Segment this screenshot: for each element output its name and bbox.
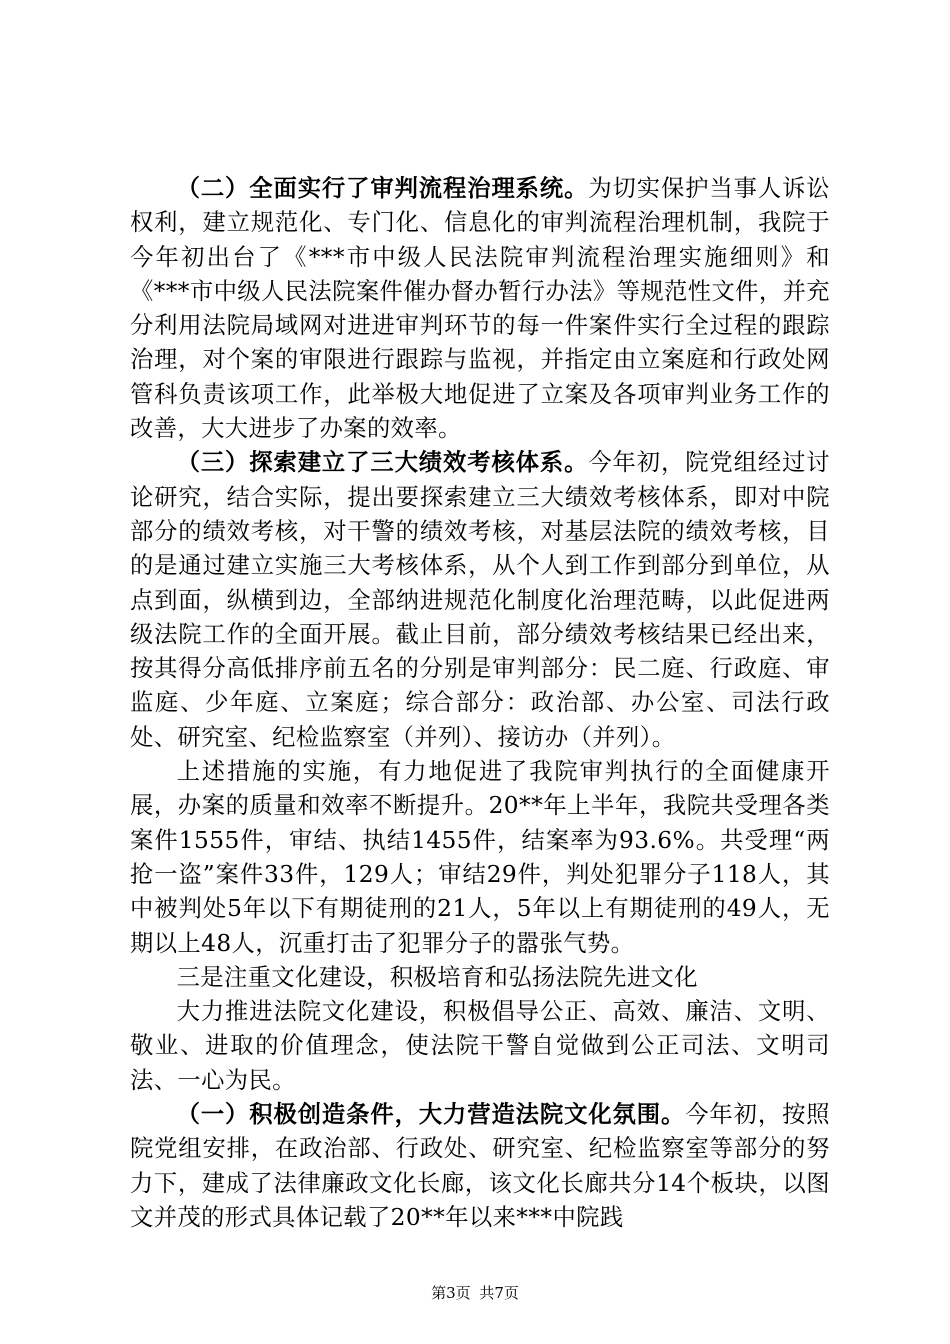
paragraph-heading: （二）全面实行了审判流程治理系统。 [176,175,589,202]
paragraph-section-title [130,961,830,995]
paragraph-heading: （一）积极创造条件，大力营造法院文化氛围。 [176,1101,686,1129]
page-number: 第3页 [431,1284,471,1302]
paragraph-heading: （三）探索建立了三大绩效考核体系。 [176,449,589,477]
paragraph-performance-assessment [130,446,830,755]
paragraph-text: 今年初，按照院党组安排，在政治部、行政处、研究室、纪检监察室等部分的努力下，建成了法律廉政文化长廊，该文化长廊共分14个板块，以图文并茂的形式具体记载了20**年以来***中院践 [130,1101,830,1231]
paragraph-text: 三是注重文化建设，积极培育和弘扬法院先进文化 [176,963,698,991]
document-body [130,172,830,1235]
page-total: 共7页 [479,1284,519,1302]
paragraph-case-statistics [130,755,830,961]
paragraph-text: 今年初，院党组经过讨论研究，结合实际，提出要探索建立三大绩效考核体系，即对中院部分的绩效考核，对干警的绩效考核，对基层法院的绩效考核，目的是通过建立实施三大考核体系，从个人到工作到部分到单位，从点到面，纵横到边，全部纳进规范化制度化治理范畴，以此促进两级法院工作的全面开展。截止目前，部分绩效考核结果已经出来，按其得分高低排序前五名的分别是审判部分：民二庭、行政庭、审监庭、少年庭、立案庭；综合部分：政治部、办公室、司法行政处、研究室、纪检监察室（并列）、接访办（并列）。 [130,449,830,751]
paragraph-text: 为切实保护当事人诉讼权利，建立规范化、专门化、信息化的审判流程治理机制，我院于今年初出台了《***市中级人民法院审判流程治理实施细则》和《***市中级人民法院案件催办督办暂行办法》等规范性文件，并充分利用法院局域网对进进审判环节的每一件案件实行全过程的跟踪治理，对个案的审限进行跟踪与监视，并指定由立案庭和行政处网管科负责该项工作，此举极大地促进了立案及各项审判业务工作的改善，大大进步了办案的效率。 [130,175,830,443]
paragraph-culture-intro [130,995,830,1098]
paragraph-text: 上述措施的实施，有力地促进了我院审判执行的全面健康开展，办案的质量和效率不断提升。20**年上半年，我院共受理各类案件1555件，审结、执结1455件，结案率为93.6%。共受理“两抢一盗”案件33件，129人；审结29件，判处犯罪分子118人，其中被判处5年以下有期徒刑的21人，5年以上有期徒刑的49人，无期以上48人，沉重打击了犯罪分子的嚣张气势。 [130,758,830,957]
paragraph-culture-atmosphere [130,1098,830,1235]
page-footer [0,1282,950,1303]
paragraph-trial-process [130,172,830,446]
paragraph-text: 大力推进法院文化建设，积极倡导公正、高效、廉洁、文明、敬业、进取的价值理念，使法院干警自觉做到公正司法、文明司法、一心为民。 [130,998,830,1094]
